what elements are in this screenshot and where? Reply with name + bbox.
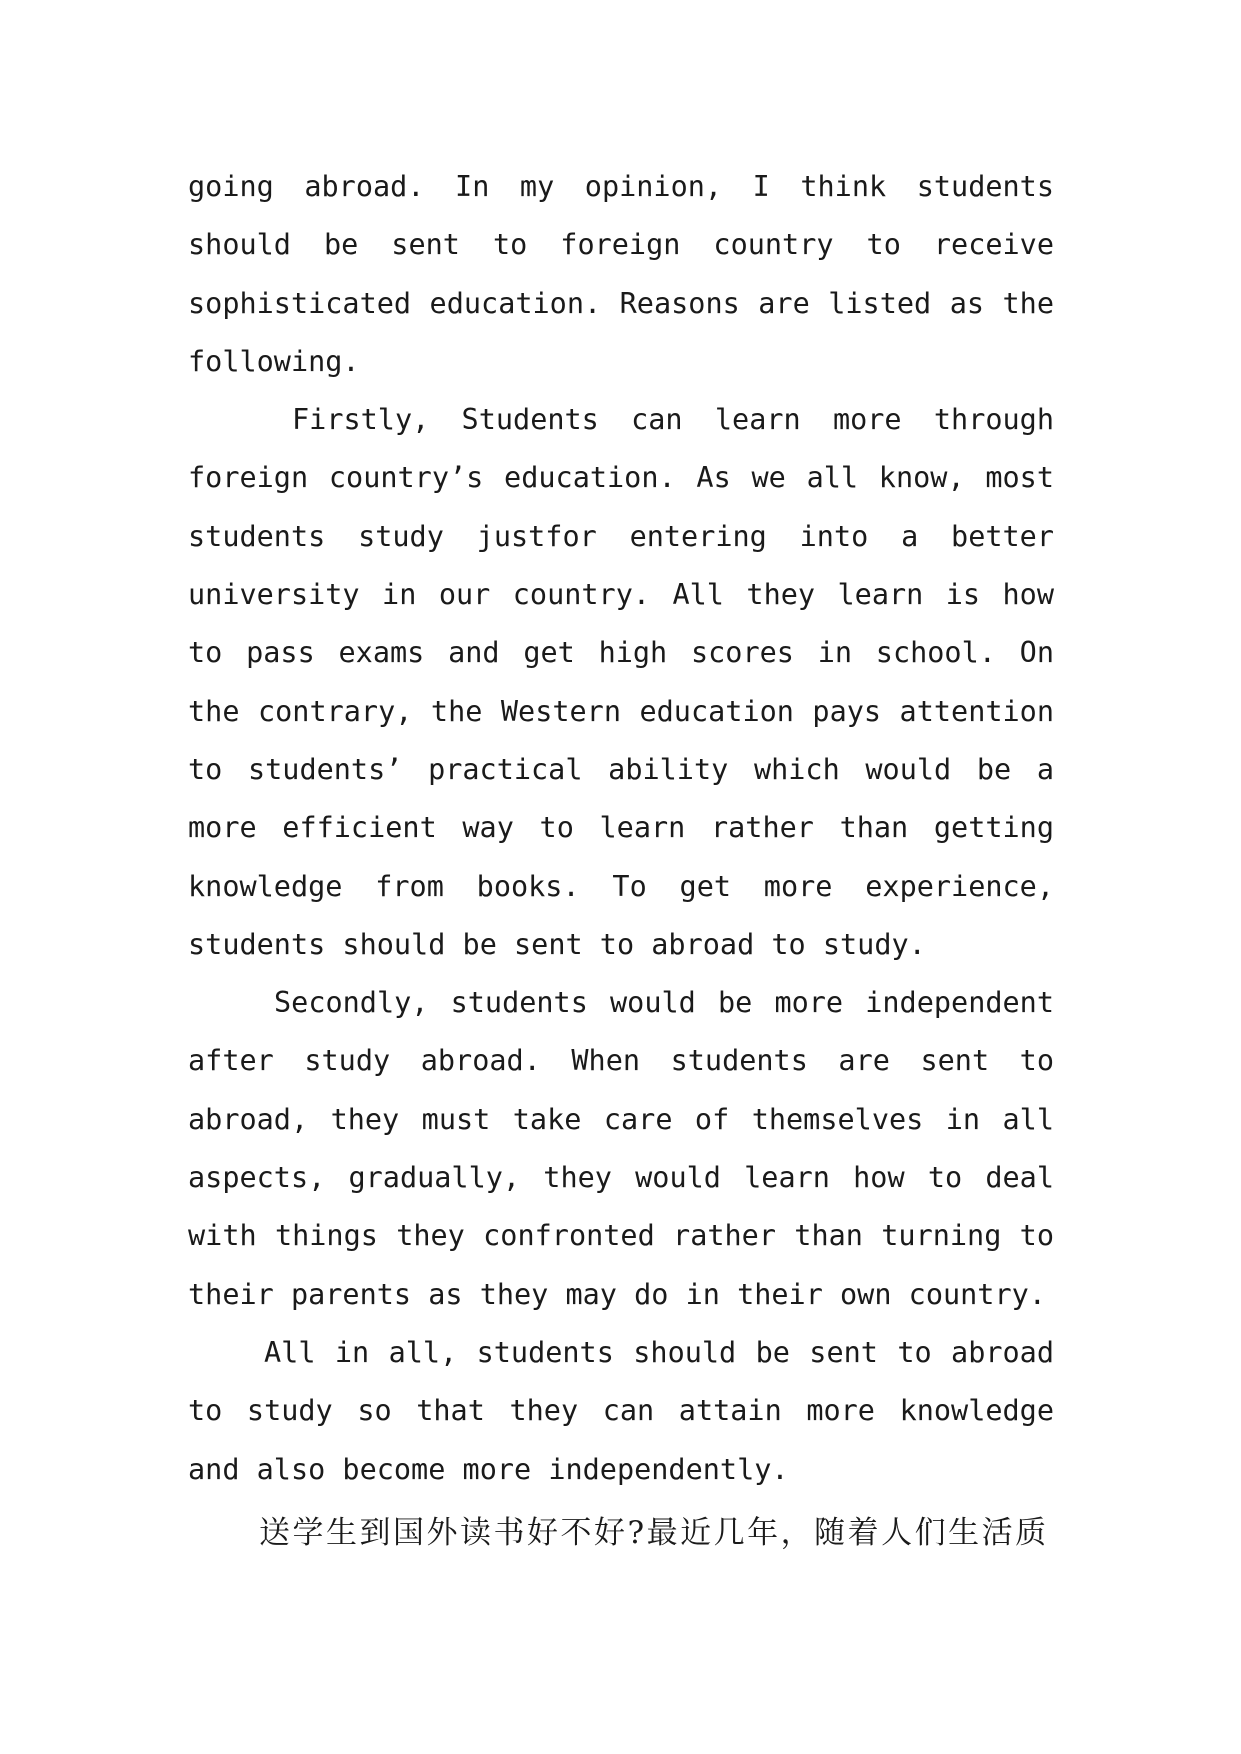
chinese-paragraph-start: 送学生到国外读书好不好?最近几年，随着人们生活质 bbox=[259, 1515, 1049, 1551]
paragraph-conclusion: All in all, students should be sent to abroad to study so that they can attain more knowledge and also become more independently. bbox=[188, 1335, 1054, 1486]
paragraph-secondly: Secondly, students would be more independent after study abroad. When students are sent to abroad, they must take care of themselves in all aspects, gradually, they would learn how to deal with things they confronted rather than turning to their parents as they may do in their own country. bbox=[188, 986, 1054, 1311]
essay-body bbox=[188, 158, 1054, 1499]
paragraph-intro-continuation: going abroad. In my opinion, I think students should be sent to foreign country to receive sophisticated education. Reasons are listed as the following. bbox=[188, 170, 1054, 378]
paragraph-firstly: Firstly, Students can learn more through foreign country’s education. As we all know, most students study justfor entering into a better university in our country. All they learn is how to pass exams and get high scores in school. On the contrary, the Western education pays attention to students’ practical ability which would be a more efficient way to learn rather than getting knowledge from books. To get more experience, students should be sent to abroad to study. bbox=[188, 403, 1054, 961]
